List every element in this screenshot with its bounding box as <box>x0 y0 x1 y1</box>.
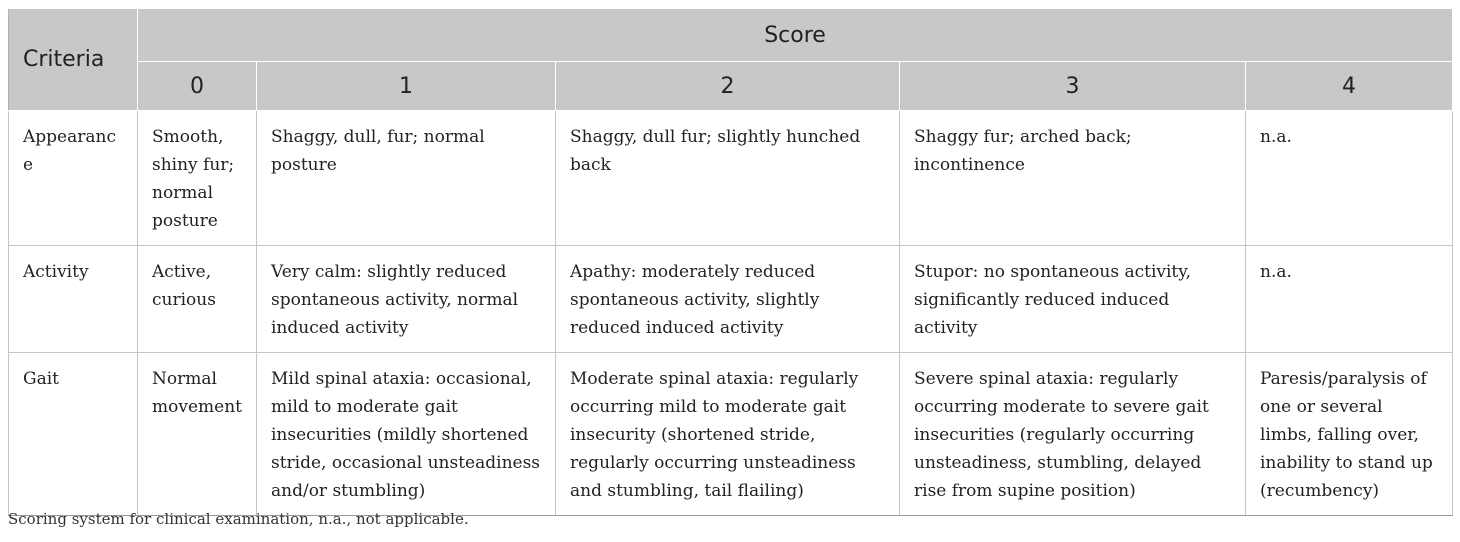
score-level-0: 0 <box>138 62 257 111</box>
table-cell: Mild spinal ataxia: occasional, mild to moderate gait insecurities (mildly shortened stride, occasional unsteadiness and/or stumbling) <box>257 353 556 516</box>
table-cell: n.a. <box>1246 246 1453 353</box>
score-header: Score <box>138 9 1453 62</box>
score-level-2: 2 <box>556 62 900 111</box>
table-cell: Normal movement <box>138 353 257 516</box>
table-row-appearance <box>9 111 1453 246</box>
table-footnote: Scoring system for clinical examination, n.a., not applicable. <box>8 510 469 528</box>
table-cell: Very calm: slightly reduced spontaneous activity, normal induced activity <box>257 246 556 353</box>
table-cell: Shaggy, dull fur; slightly hunched back <box>556 111 900 246</box>
score-level-4: 4 <box>1246 62 1453 111</box>
table-cell: Active, curious <box>138 246 257 353</box>
criterion-label: Activity <box>9 246 138 353</box>
table-cell: Shaggy, dull, fur; normal posture <box>257 111 556 246</box>
table-cell: Apathy: moderately reduced spontaneous activity, slightly reduced induced activity <box>556 246 900 353</box>
score-level-3: 3 <box>900 62 1246 111</box>
table-row-gait <box>9 353 1453 516</box>
table-cell: Severe spinal ataxia: regularly occurring moderate to severe gait insecurities (regularly occurring unsteadiness, stumbling, delayed rise from supine position) <box>900 353 1246 516</box>
table-cell: Paresis/paralysis of one or several limbs, falling over, inability to stand up (recumbency) <box>1246 353 1453 516</box>
table-row-activity <box>9 246 1453 353</box>
table-cell: n.a. <box>1246 111 1453 246</box>
scoring-table <box>8 8 1453 516</box>
table-cell: Moderate spinal ataxia: regularly occurring mild to moderate gait insecurity (shortened stride, regularly occurring unsteadiness and stumbling, tail flailing) <box>556 353 900 516</box>
criteria-header: Criteria <box>9 9 138 111</box>
header-row-top <box>9 9 1453 62</box>
table-cell: Smooth, shiny fur; normal posture <box>138 111 257 246</box>
criterion-label: Appearance <box>9 111 138 246</box>
header-row-levels <box>9 62 1453 111</box>
criterion-label: Gait <box>9 353 138 516</box>
table-cell: Stupor: no spontaneous activity, significantly reduced induced activity <box>900 246 1246 353</box>
score-level-1: 1 <box>257 62 556 111</box>
table-cell: Shaggy fur; arched back; incontinence <box>900 111 1246 246</box>
